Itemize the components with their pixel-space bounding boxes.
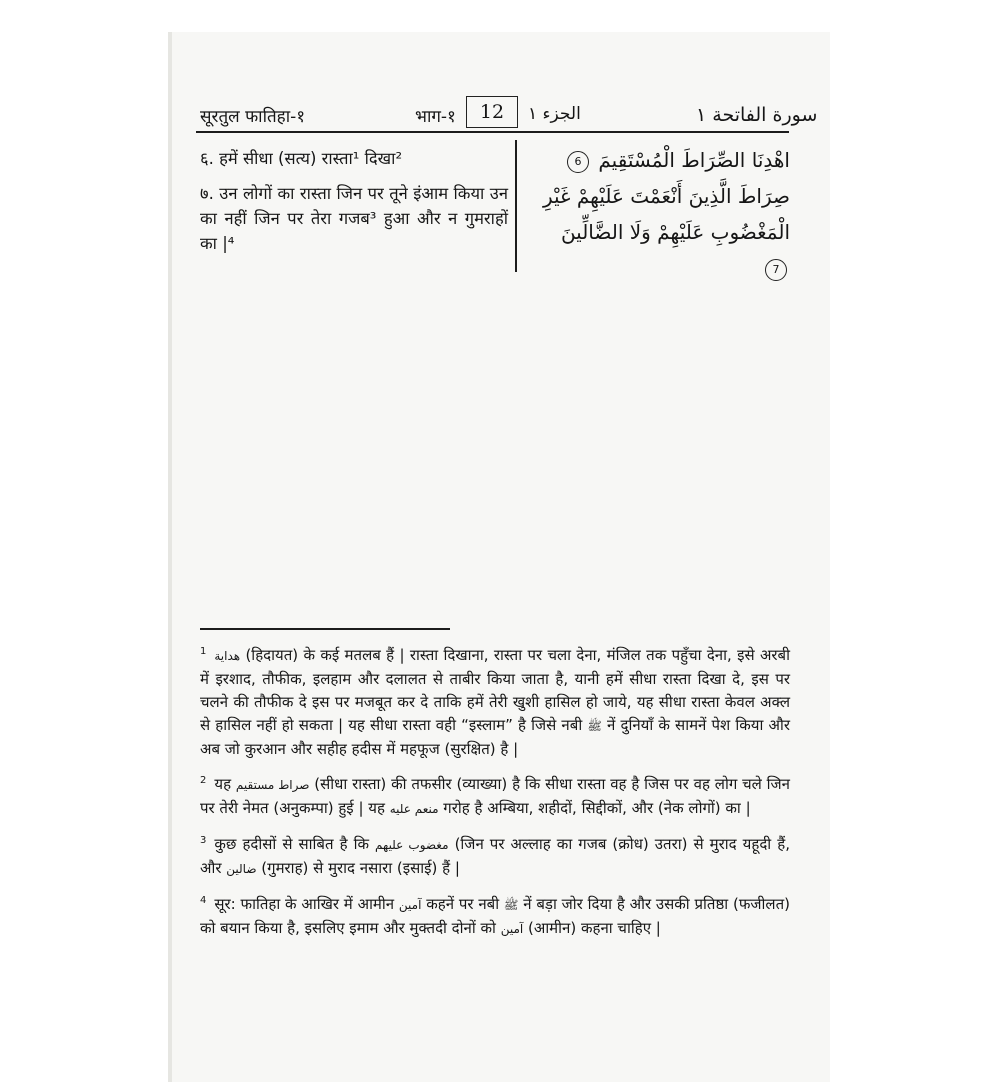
footnote-marker: 3 xyxy=(200,835,207,846)
arabic-term: آمين xyxy=(398,898,422,912)
arabic-column xyxy=(528,142,790,286)
footnote-marker: 4 xyxy=(200,895,207,906)
ayah-marker-6: 6 xyxy=(567,151,589,173)
arabic-term: هداية xyxy=(214,649,241,663)
salutation-glyph: ﷺ xyxy=(503,898,519,912)
footnote-text: नें दुनियाँ के सामनें पेश किया और अब जो कुरआन और सहीह हदीस में महफूज (सुरक्षित) है | xyxy=(200,716,790,758)
translation-verse-6: ६. हमें सीधा (सत्य) रास्ता¹ दिखा² xyxy=(200,149,403,168)
arabic-term: آمين xyxy=(500,922,524,936)
footnote-text: (सीधा रास्ता) की तफसीर (व्याख्या) है कि सीधा रास्ता वह है जिस पर वह लोग चले जिन पर तेरी नेमत (अनुकम्पा) हुई | यह xyxy=(200,775,790,817)
footnote-2 xyxy=(200,769,790,821)
column-divider xyxy=(515,140,517,272)
footnote-text: (जिन पर अल्लाह का गजब (क्रोध) उतरा) से मुराद यहूदी हैं, और xyxy=(200,835,790,877)
juz-label: الجزء ١ xyxy=(528,104,581,124)
page-gutter xyxy=(168,32,172,1082)
footnote-text: (गुमराह) से मुराद नसारा (इसाई) हैं | xyxy=(256,859,460,877)
running-title: सूरतुल फातिहा-१ xyxy=(200,107,306,127)
footnotes xyxy=(200,640,790,949)
arabic-verse-6: اهْدِنَا الصِّرَاطَ الْمُسْتَقِيمَ xyxy=(598,148,790,172)
translation-verse-7: ७. उन लोगों का रास्ता जिन पर तूने इंआम किया उन का नहीं जिन पर तेरा गजब³ हुआ और न गुमराहों का |⁴ xyxy=(200,184,508,253)
ayah-marker-7: 7 xyxy=(765,259,787,281)
footnote-1 xyxy=(200,640,790,761)
footnote-4 xyxy=(200,889,790,941)
arabic-term: ضالين xyxy=(226,862,257,876)
part-label: भाग-१ xyxy=(415,107,456,127)
arabic-term: منعم عليه xyxy=(389,802,439,816)
footnote-3 xyxy=(200,829,790,881)
arabic-verse-7: صِرَاطَ الَّذِينَ أَنْعَمْتَ عَلَيْهِمْ غَيْرِ الْمَغْضُوبِ عَلَيْهِمْ وَلَا الضَّالِّينَ xyxy=(542,184,790,244)
arabic-term: مغضوب عليهم xyxy=(375,838,449,852)
footnote-marker: 2 xyxy=(200,775,207,786)
footnote-marker: 1 xyxy=(200,646,207,657)
footnote-rule xyxy=(200,628,450,630)
salutation-glyph: ﷺ xyxy=(587,719,602,733)
header-rule xyxy=(196,131,789,133)
footnote-text: कुछ हदीसों से साबित है कि xyxy=(214,835,376,853)
footnote-text: सूर: फातिहा के आखिर में आमीन xyxy=(214,895,399,913)
footnote-text: (आमीन) कहना चाहिए | xyxy=(523,919,661,937)
surah-label: سورة الفاتحة ١ xyxy=(696,104,818,126)
footnote-text: गरोह है अम्बिया, शहीदों, सिद्दीकों, और (नेक लोगों) का | xyxy=(438,799,751,817)
footnote-text: (हिदायत) के कई मतलब हैं | रास्ता दिखाना, रास्ता पर चला देना, मंजिल तक पहुँचा देना, इसे अरबी में इरशाद, तौफीक, इलहाम और दलालत से ताबीर किया जाता है, यानी हमें सीधा रास्ता दिखा दे, इस पर चलने की तौफीक दे इस पर मजबूत कर दे ताकि हमें तेरी खुशी हासिल हो जाये, यह सीधा रास्ता केवल अक्ल से हासिल नहीं हो सकता | यह सीधा रास्ता वही “इस्लाम” है जिसे नबी xyxy=(200,646,790,734)
footnote-text: नें बड़ा जोर दिया है और उसकी प्रतिष्ठा (फजीलत) को बयान किया है, इसलिए इमाम और मुक्तदी दोनों को xyxy=(200,895,790,937)
footnote-text: कहनें पर नबी xyxy=(421,895,504,913)
arabic-term: صراط مستقيم xyxy=(235,778,310,792)
footnote-text: यह xyxy=(214,775,236,793)
translation-column xyxy=(200,146,508,266)
page-number: 12 xyxy=(466,96,518,128)
